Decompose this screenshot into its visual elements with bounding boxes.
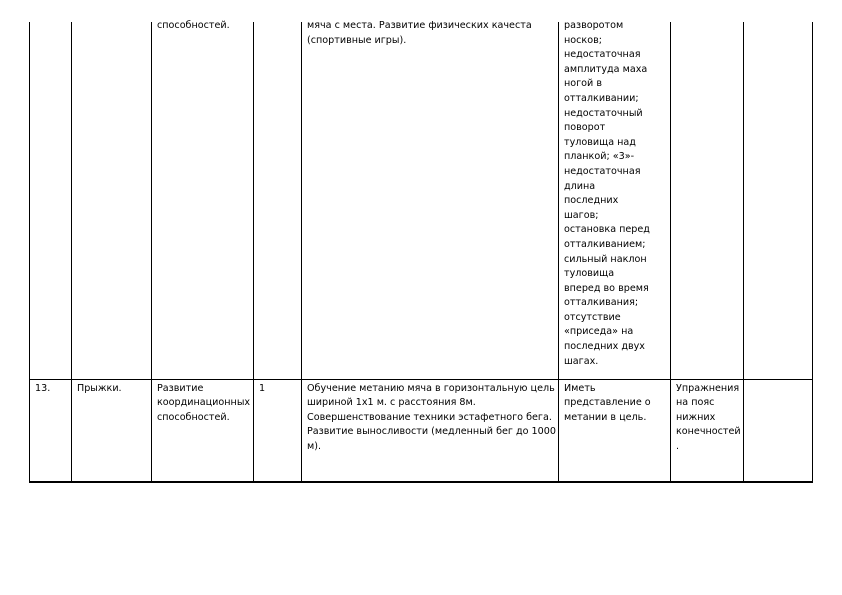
cell-requirements (559, 22, 671, 379)
requirements-text: разворотом носков; недостаточная амплитуда маха ногой в отталкивании; недостаточный поворот туловища над планкой; «3»- недостаточная длина последних шагов; остановка перед отталкиванием; сильный наклон туловища вперед во время отталкивания; отсутствие «приседа» на последних двух шагах. (564, 20, 650, 367)
cell-homework (671, 22, 744, 379)
cell-num (30, 379, 72, 482)
lesson-number: 13. (35, 382, 51, 394)
content-text: мяча с места. Развитие физических качеста (спортивные игры). (307, 20, 532, 46)
cell-content (302, 379, 559, 482)
cell-section (152, 379, 254, 482)
cell-hours (254, 379, 302, 482)
topic-text: Прыжки. (77, 382, 122, 394)
cell-topic (72, 379, 152, 482)
lesson-plan-table (29, 22, 813, 483)
cell-section (152, 22, 254, 379)
section-text: Развитие координационных способностей. (157, 382, 251, 423)
cell-homework (671, 379, 744, 482)
cell-notes (744, 22, 813, 379)
table-row (30, 379, 813, 482)
cell-hours (254, 22, 302, 379)
cell-content (302, 22, 559, 379)
cell-topic (72, 22, 152, 379)
table-row (30, 22, 813, 379)
content-text: Обучение метанию мяча в горизонтальную цель шириной 1х1 м. с расстояния 8м. Совершенствование техники эстафетного бега. Развитие выносливости (медленный бег до 1000 м). (307, 382, 556, 452)
section-text: способностей. (157, 20, 230, 31)
hours-text: 1 (259, 382, 266, 394)
cell-requirements (559, 379, 671, 482)
requirements-text: Иметь представление о метании в цель. (564, 382, 651, 423)
cell-num (30, 22, 72, 379)
cell-notes (744, 379, 813, 482)
homework-text: Упражнения на пояс нижних конечностей. (676, 382, 741, 452)
